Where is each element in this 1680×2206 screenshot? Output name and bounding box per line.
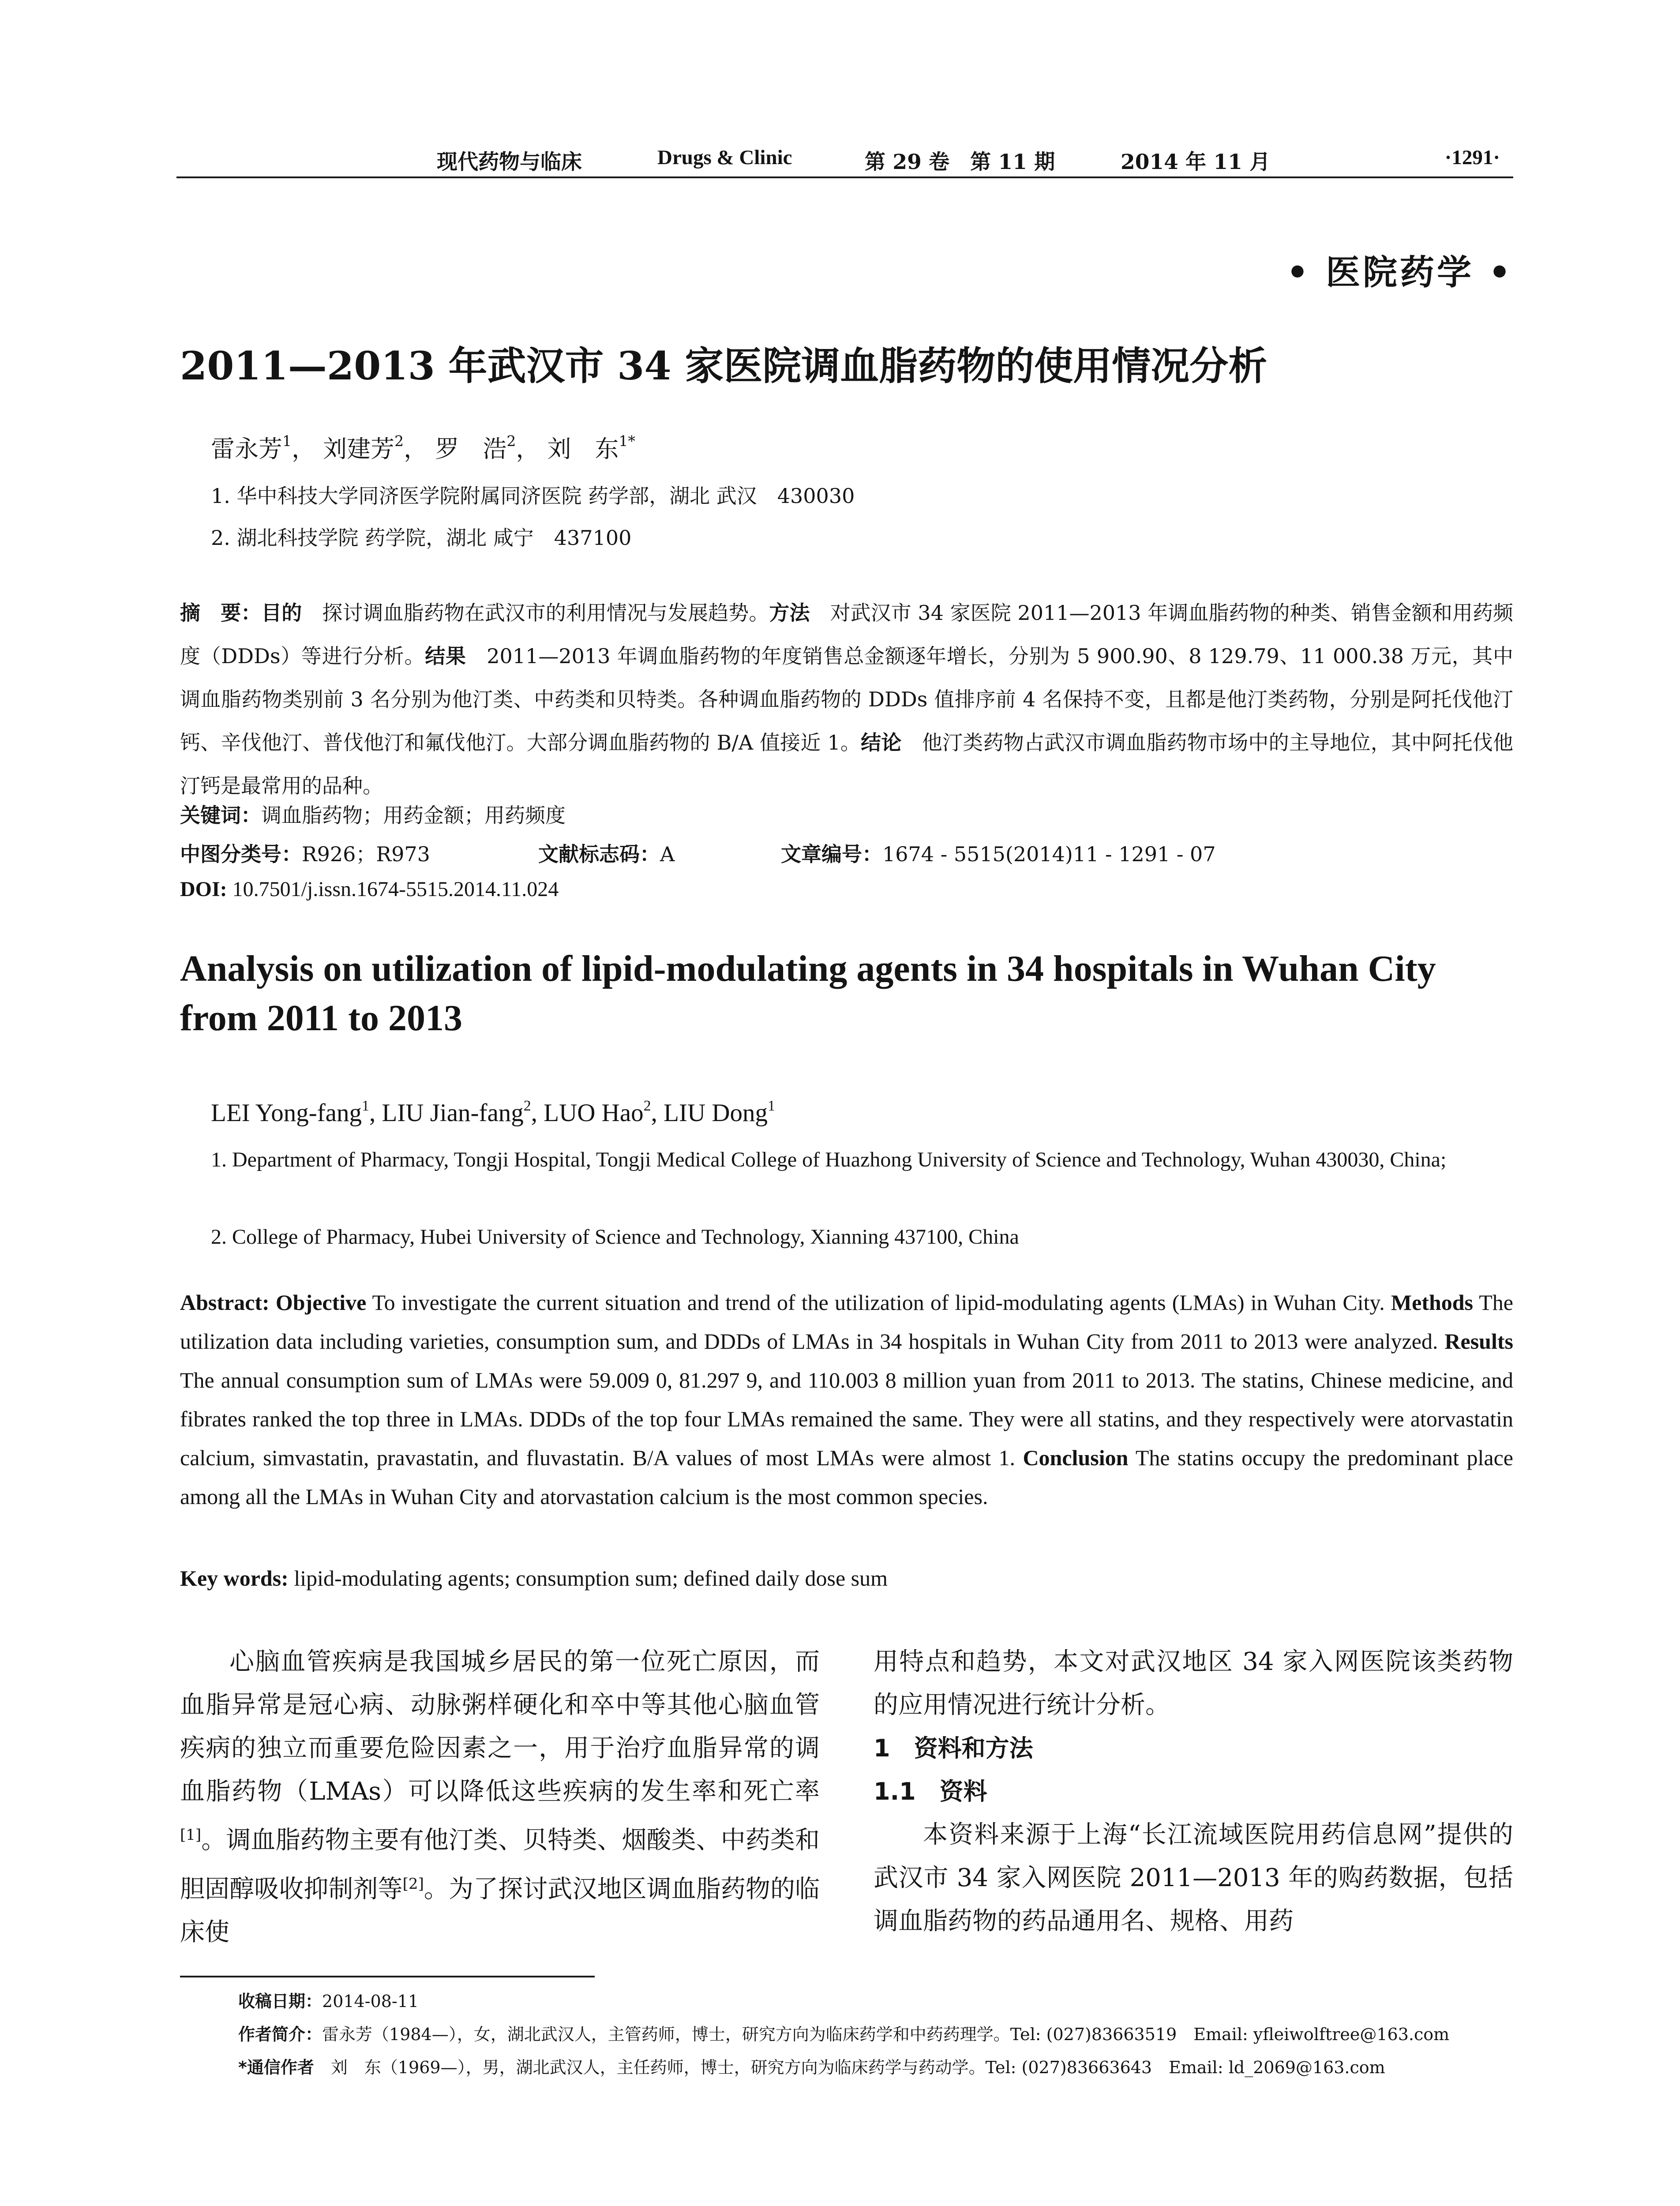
affiliation-cn: 2. 湖北科技学院 药学院，湖北 咸宁 437100 — [211, 526, 632, 550]
conclusion-en-text: The statins occupy the predominant place among all the LMAs in Wuhan City and atorvastation calcium is the most common species. — [180, 1445, 1514, 1509]
keywords-en — [180, 1565, 888, 1591]
authors-en: LEI Yong-fang$^1$, LIU Jian-fang$^2$, LUO Hao$^2$, LIU Dong$^1$ — [211, 1098, 776, 1127]
conclusion-label: 结论 — [861, 731, 902, 754]
objective-en-label: Objective — [269, 1290, 367, 1315]
affiliation-en: 2. College of Pharmacy, Hubei University of Science and Technology, Xianning 437100, China — [211, 1225, 1019, 1249]
conclusion-text: 他汀类药物占武汉市调血脂药物市场中的主导地位，其中阿托伐他汀钙是最常用的品种。 — [180, 731, 1514, 798]
methods-text: 对武汉市 34 家医院 2011—2013 年调血脂药物的种类、销售金额和用药频度（DDDs）等进行分析。 — [180, 601, 1514, 668]
results-en-label: Results — [1444, 1329, 1513, 1354]
objective-text: 探讨调血脂药物在武汉市的利用情况与发展趋势。 — [302, 601, 769, 625]
affiliation-cn: 1. 华中科技大学同济医学院附属同济医院 药学部，湖北 武汉 430030 — [211, 484, 855, 508]
author-sup: 2 — [506, 432, 516, 450]
volume-issue: 第 29 卷 第 11 期 — [865, 150, 1055, 174]
title-cn: 2011—2013 年武汉市 34 家医院调血脂药物的使用情况分析 — [180, 343, 1268, 389]
conclusion-en-label: Conclusion — [1023, 1445, 1129, 1470]
footnote-bio — [238, 2021, 1449, 2045]
journal-name-en: Drugs & Clinic — [657, 146, 792, 169]
article-number-line — [781, 838, 1216, 867]
doi-label: DOI: — [180, 878, 227, 901]
issue-date: 2014 年 11 月 — [1121, 150, 1271, 174]
keywords-cn — [180, 799, 566, 829]
body-text: 。调血脂药物主要有他汀类、贝特类、烟酸类、中药类和胆固醇吸收抑制剂等 — [180, 1826, 820, 1904]
bio-label: 作者简介： — [238, 2025, 322, 2044]
footnote-rule — [180, 1976, 595, 1977]
running-header — [176, 140, 1513, 176]
journal-name-cn: 现代药物与临床 — [437, 150, 582, 174]
author-sup-en: 2 — [643, 1098, 651, 1114]
keywords-en-label: Key words: — [180, 1566, 289, 1591]
subsection-heading: 1.1 资料 — [874, 1778, 987, 1805]
author-name-en: LEI Yong-fang — [211, 1099, 362, 1127]
author-sup: 2 — [394, 432, 404, 450]
objective-label: 目的 — [261, 601, 302, 625]
author-sup-en: 1 — [361, 1098, 369, 1114]
citation: [1] — [180, 1826, 202, 1844]
clc-value: R926；R973 — [302, 842, 430, 866]
body-column-left — [180, 1640, 820, 1954]
author-name: 刘建芳 — [323, 435, 395, 463]
objective-en-text: To investigate the current situation and trend of the utilization of lipid-modulating agents (LMAs) in Wuhan City. — [366, 1290, 1391, 1315]
received-date: 2014-08-11 — [322, 1992, 419, 2011]
body-paragraph-continued: 用特点和趋势，本文对武汉地区 34 家入网医院该类药物的应用情况进行统计分析。 — [874, 1647, 1513, 1719]
author-name-en: LUO Hao — [544, 1099, 644, 1127]
doi-line — [180, 877, 559, 901]
article-number-label: 文章编号： — [781, 842, 882, 866]
author-sup-en: 1 — [768, 1098, 776, 1114]
author-name-en: LIU Dong — [664, 1099, 768, 1127]
footnote-received — [238, 1988, 419, 2012]
body-text: 。为了探讨武汉地区调血脂药物的临床使 — [180, 1875, 820, 1947]
keywords-label: 关键词： — [180, 803, 261, 827]
results-text: 2011—2013 年调血脂药物的年度销售总金额逐年增长，分别为 5 900.90、8 129.79、11 000.38 万元，其中调血脂药物类别前 3 名分别为他汀类、中药类和贝特类。各种调血脂药物的 DDDs 值排序前 4 名保持不变，且都是他汀类药物，分别是阿托伐他汀钙、辛伐他汀、普伐他汀和氟伐他汀。大部分调血脂药物的 B/A 值接近 1。 — [180, 644, 1514, 754]
abstract-label: 摘 要： — [180, 601, 262, 625]
section-heading: 1 资料和方法 — [874, 1734, 1033, 1762]
results-en-text: The annual consumption sum of LMAs were 59.009 0, 81.297 9, and 110.003 8 million yuan from 2011 to 2013. The statins, Chinese medicine, and fibrates ranked the top three in LMAs. DDDs of the top four LMAs remained the same. They were all statins, and they respectively were atorvastatin calcium, simvastatin, pravastatin, and fluvastatin. B/A values of most LMAs were almost 1. — [180, 1368, 1513, 1470]
page-number: ·1291· — [1444, 146, 1500, 169]
body-paragraph: 本资料来源于上海“长江流域医院用药信息网”提供的武汉市 34 家入网医院 2011—2013 年的购药数据，包括调血脂药物的药品通用名、规格、用药 — [874, 1820, 1513, 1936]
author-sup: 1* — [619, 432, 636, 450]
abstract-en — [180, 1283, 1513, 1516]
correspondence-text: 刘 东（1969—），男，湖北武汉人，主任药师，博士，研究方向为临床药学与药动学。Tel: (027)83663643 Email: ld_2069@163.com — [314, 2058, 1385, 2077]
author-name-en: LIU Jian-fang — [382, 1099, 524, 1127]
section-tag: • 医院药学 • — [1286, 252, 1513, 293]
doc-code-label: 文献标志码： — [538, 842, 660, 866]
correspondence-label: *通信作者 — [238, 2058, 314, 2077]
title-en: Analysis on utilization of lipid-modulating agents in 34 hospitals in Wuhan City from 2011 to 2013 — [180, 948, 1436, 1039]
keywords-en-text: lipid-modulating agents; consumption sum; defined daily dose sum — [288, 1566, 888, 1591]
doc-code-value: A — [660, 842, 675, 866]
clc-label: 中图分类号： — [180, 842, 302, 866]
methods-en-label: Methods — [1391, 1290, 1474, 1315]
author-name: 罗 浩 — [435, 435, 507, 463]
author-sup: 1 — [282, 432, 292, 450]
body-column-right — [874, 1640, 1513, 1943]
article-number-value: 1674 - 5515(2014)11 - 1291 - 07 — [882, 842, 1216, 866]
footnote-correspondence — [238, 2054, 1385, 2078]
body-paragraph — [180, 1640, 820, 1954]
header-rule — [176, 176, 1513, 178]
classification-line — [180, 838, 430, 867]
body-text: 心脑血管疾病是我国城乡居民的第一位死亡原因，而血脂异常是冠心病、动脉粥样硬化和卒中等其他心脑血管疾病的独立而重要危险因素之一，用于治疗血脂异常的调血脂药物（LMAs）可以降低这些疾病的发生率和死亡率 — [180, 1647, 820, 1806]
abstract-cn — [180, 591, 1513, 807]
doi-value: 10.7501/j.issn.1674-5515.2014.11.024 — [227, 878, 559, 901]
doc-code-line — [538, 838, 675, 867]
methods-en-text: The utilization data including varieties, consumption sum, and DDDs of LMAs in 34 hospitals in Wuhan City from 2011 to 2013 were analyzed. — [180, 1290, 1513, 1354]
keywords-text: 调血脂药物；用药金额；用药频度 — [261, 803, 566, 827]
citation: [2] — [402, 1875, 424, 1893]
author-sup-en: 2 — [523, 1098, 531, 1114]
author-name: 刘 东 — [547, 435, 619, 463]
received-label: 收稿日期： — [238, 1992, 322, 2011]
bio-text: 雷永芳（1984—），女，湖北武汉人，主管药师，博士，研究方向为临床药学和中药药理学。Tel: (027)83663519 Email: yfleiwolftree@163.com — [322, 2025, 1450, 2044]
authors-cn: 雷永芳$^1$， 刘建芳$^2$， 罗 浩$^2$， 刘 东$^{1*}$ — [211, 432, 636, 463]
author-name: 雷永芳 — [211, 435, 282, 463]
affiliation-en: 1. Department of Pharmacy, Tongji Hospital, Tongji Medical College of Huazhong University of Science and Technology, Wuhan 430030, China; — [211, 1148, 1447, 1171]
results-label: 结果 — [425, 644, 466, 668]
methods-label: 方法 — [769, 601, 810, 625]
abstract-en-label: Abstract: — [180, 1290, 270, 1315]
